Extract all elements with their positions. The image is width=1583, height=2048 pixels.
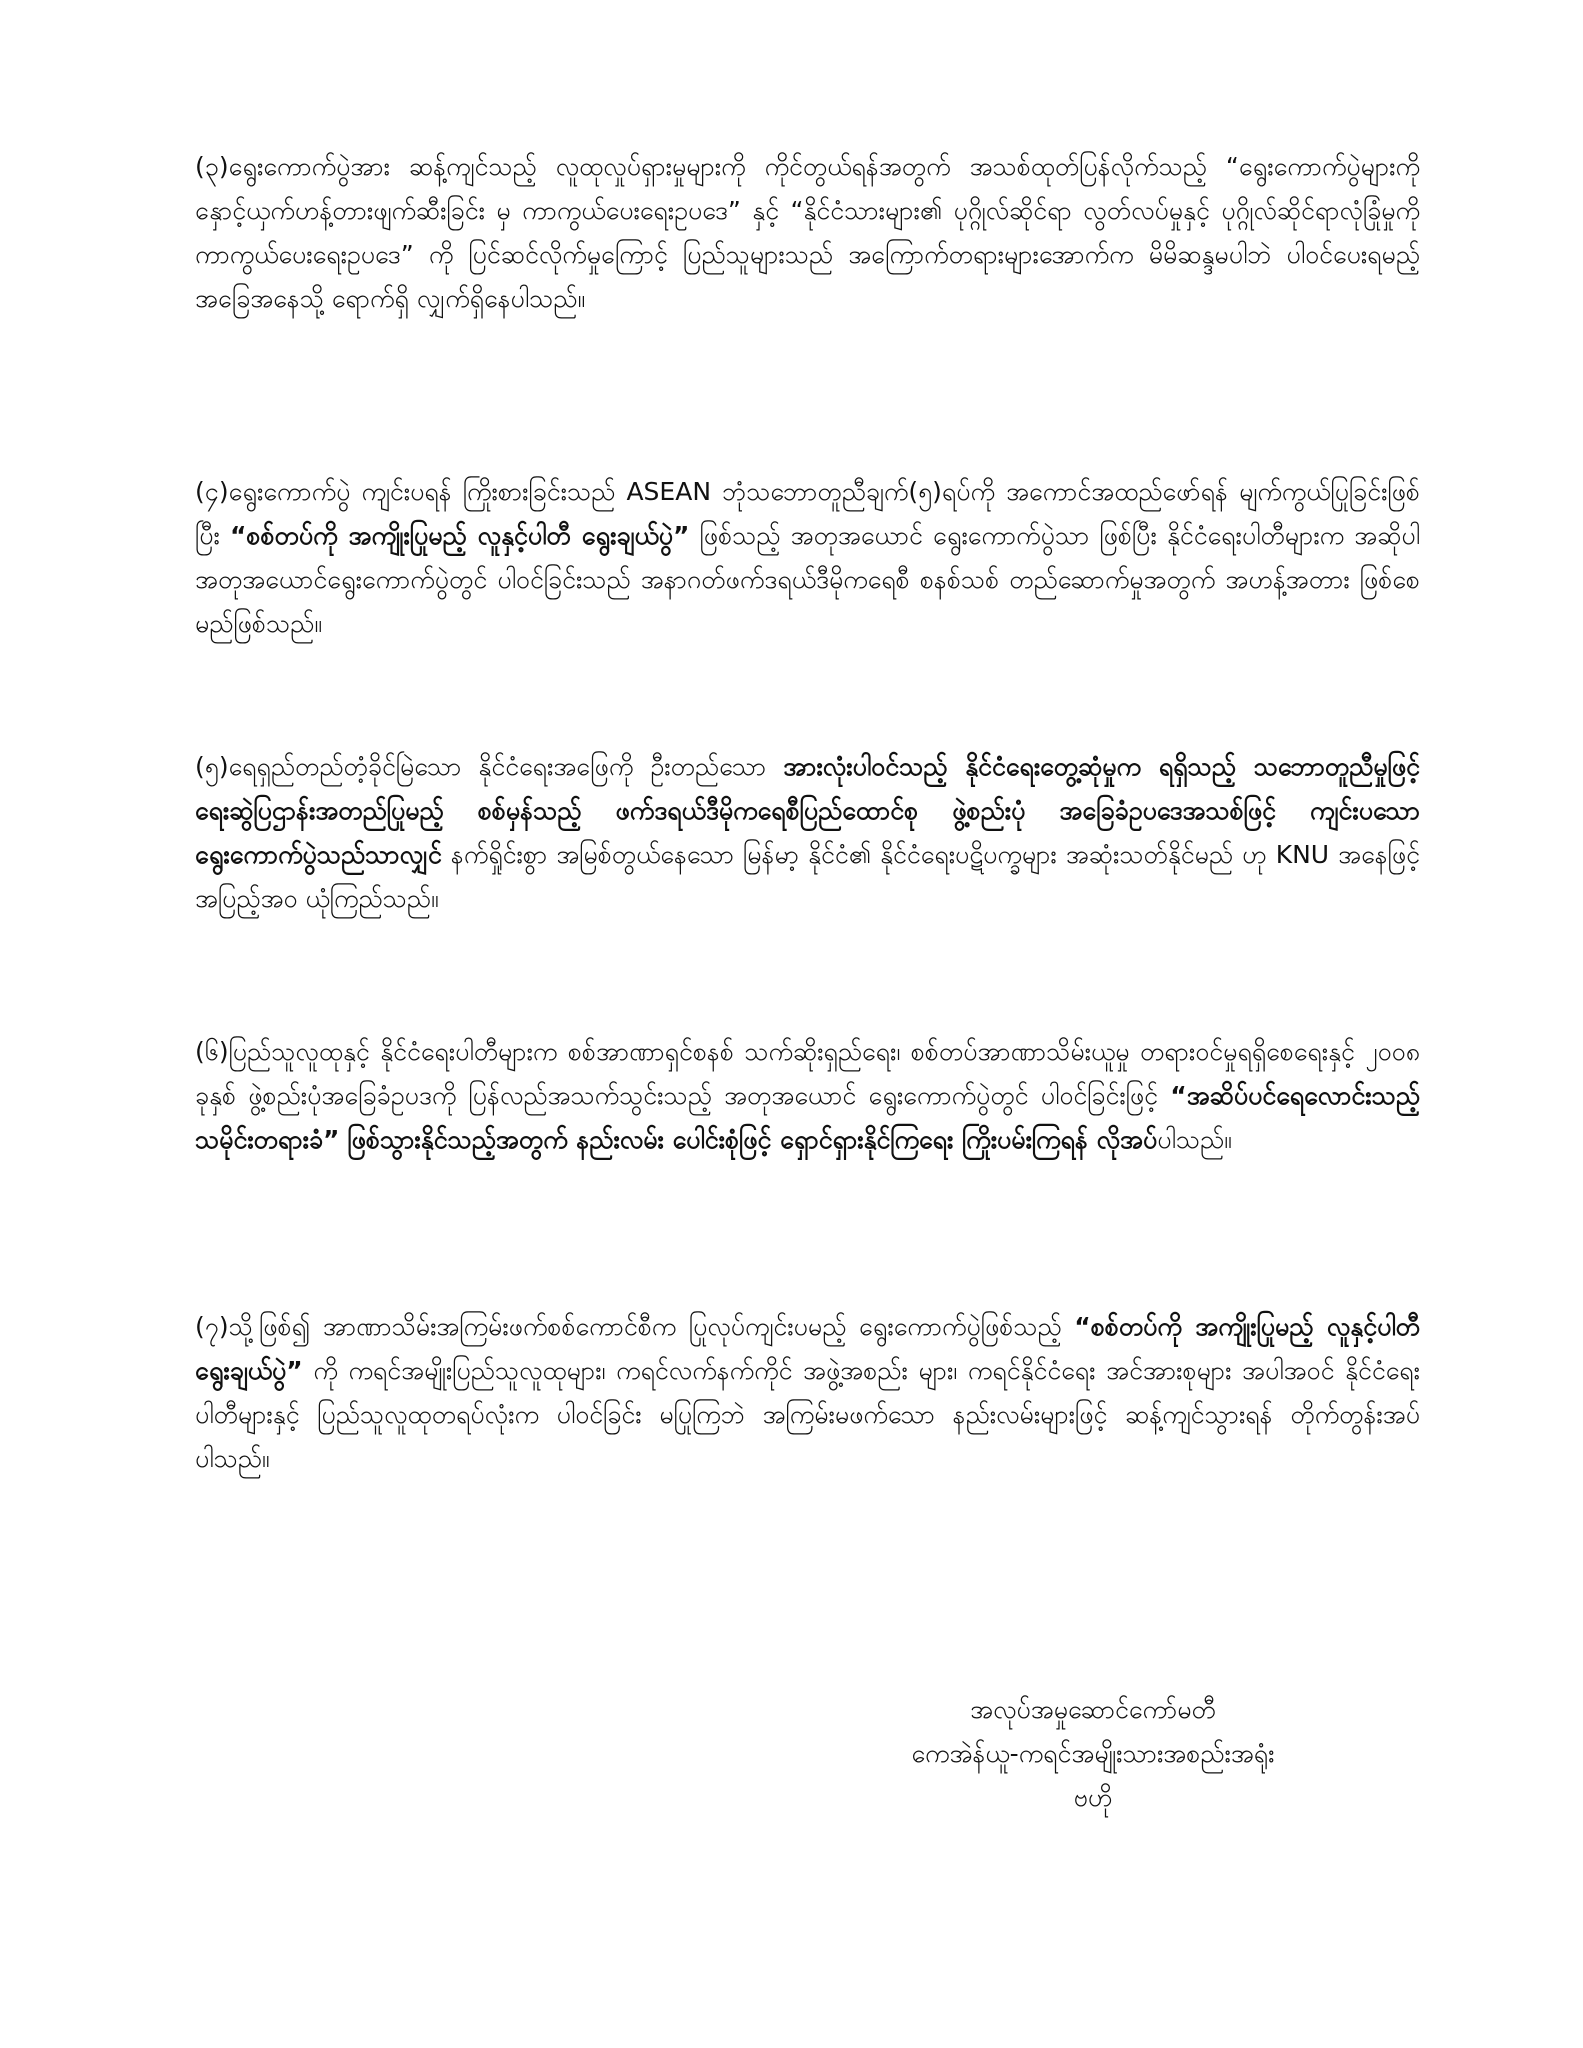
paragraph-6 bbox=[195, 1030, 1420, 1162]
bold-text-segment: ဖြစ်သွားနိုင်သည့်အတွက် နည်းလမ်း ပေါင်းစုံဖြင့် ရှောင်ရှားနိုင်ကြရေး ကြိုးပမ်းကြရန် လိုအပ် bbox=[347, 1125, 1158, 1154]
paragraph-number: (၇) bbox=[195, 1312, 229, 1341]
bold-text-segment: အားလုံးပါဝင်သည့် နိုင်ငံရေးတွေ့ဆုံမှုက ရရှိသည့် သဘောတူညီမှုဖြင့် ရေးဆွဲပြဌာန်းအတည်ပြုမည့် စစ်မှန်သည့် ဖက်ဒရယ်ဒီမိုကရေစီပြည်ထောင်စု ဖွဲ့စည်းပုံ အခြေခံဥပဒေအသစ်ဖြင့် ကျင်းပသော ရွေးကောက်ပွဲသည်သာလျှင် bbox=[195, 752, 1420, 869]
signature-block bbox=[833, 1688, 1353, 1820]
text-segment: နက်ရှိုင်းစွာ အမြစ်တွယ်နေသော မြန်မာ့ နိုင်ငံ၏ နိုင်ငံရေးပဋိပက္ခများ အဆုံးသတ်နိုင်မည် ဟု KNU အနေဖြင့် အပြည့်အဝ ယုံကြည်သည်။ bbox=[195, 840, 1420, 913]
text-segment: ပြည်သူလူထုနှင့် နိုင်ငံရေးပါတီများက စစ်အာဏာရှင်စနစ် သက်ဆိုးရှည်ရေး၊ စစ်တပ်အာဏာသိမ်းယူမှု တရားဝင်မှုရရှိစေရေးနှင့် ၂၀၀၈ ခုနှစ် ဖွဲ့စည်းပုံအခြေခံဥပဒကို ပြန်လည်အသက်သွင်းသည့် အတုအယောင် ရွေးကောက်ပွဲတွင် ပါဝင်ခြင်းဖြင့် bbox=[195, 1037, 1420, 1110]
bold-text-segment: “စစ်တပ်ကို အကျိုးပြုမည့် လူနှင့်ပါတီ ရွေးချယ်ပွဲ” bbox=[229, 521, 690, 550]
text-segment: ပါသည်။ bbox=[1157, 1125, 1232, 1154]
paragraph-number: (၃) bbox=[195, 152, 229, 181]
paragraph-text bbox=[195, 752, 1420, 913]
text-segment: ဖြစ်သည့် အတုအယောင် ရွေးကောက်ပွဲသာ ဖြစ်ပြီး နိုင်ငံရေးပါတီများက အဆိုပါ အတုအယောင်ရွေးကောက်ပွဲတွင် ပါဝင်ခြင်းသည် အနာဂတ်ဖက်ဒရယ်ဒီမိုကရေစီ စနစ်သစ် တည်ဆောက်မှုအတွက် အဟန့်အတား ဖြစ်စေမည်ဖြစ်သည်။ bbox=[195, 521, 1420, 638]
paragraph-text bbox=[195, 1312, 1420, 1473]
paragraph-text bbox=[195, 477, 1420, 638]
text-segment: ရွေးကောက်ပွဲ ကျင်းပရန် ကြိုးစားခြင်းသည် ASEAN ဘုံသဘောတူညီချက်(၅)ရပ်ကို အကောင်အထည်ဖော်ရန် မျက်ကွယ်ပြုခြင်းဖြစ်ပြီး bbox=[195, 477, 1420, 550]
paragraph-number: (၆) bbox=[195, 1037, 229, 1066]
paragraph-3 bbox=[195, 145, 1420, 321]
text-segment: ကို ကရင်အမျိုးပြည်သူလူထုများ၊ ကရင်လက်နက်ကိုင် အဖွဲ့အစည်း များ၊ ကရင်နိုင်ငံရေး အင်အားစုများ အပါအဝင် နိုင်ငံရေးပါတီများနှင့် ပြည်သူလူထုတရပ်လုံးက ပါဝင်ခြင်း မပြုကြဘဲ အကြမ်းမဖက်သော နည်းလမ်းများဖြင့် ဆန့်ကျင်သွားရန် တိုက်တွန်းအပ်ပါသည်။ bbox=[195, 1356, 1420, 1473]
paragraph-number: (၅) bbox=[195, 752, 229, 781]
paragraph-4 bbox=[195, 470, 1420, 646]
signature-committee: အလုပ်အမှုဆောင်ကော်မတီ bbox=[970, 1695, 1216, 1724]
text-segment: ရေရှည်တည်တံ့ခိုင်မြဲသော နိုင်ငံရေးအဖြေကို ဦးတည်သော bbox=[228, 752, 784, 781]
paragraph-7 bbox=[195, 1305, 1420, 1481]
text-segment: ရွေးကောက်ပွဲအား ဆန့်ကျင်သည့် လူထုလှုပ်ရှားမှုများကို ကိုင်တွယ်ရန်အတွက် အသစ်ထုတ်ပြန်လိုက်သည့် “ရွေးကောက်ပွဲများကို နှောင့်ယှက်ဟန့်တားဖျက်ဆီးခြင်း မှ ကာကွယ်ပေးရေးဥပဒေ” နှင့် “နိုင်ငံသားများ၏ ပုဂ္ဂိုလ်ဆိုင်ရာ လွတ်လပ်မှုနှင့် ပုဂ္ဂိုလ်ဆိုင်ရာလုံခြုံမှုကို ကာကွယ်ပေးရေးဥပဒေ” ကို ပြင်ဆင်လိုက်မှုကြောင့် ပြည်သူများသည် အကြောက်တရားများအောက်က မိမိဆန္ဒမပါဘဲ ပါဝင်ပေးရမည့် အခြေအနေသို့ ရောက်ရှိ လျှက်ရှိနေပါသည်။ bbox=[195, 152, 1420, 313]
paragraph-5 bbox=[195, 745, 1420, 921]
bold-text-segment: “စစ်တပ်ကို အကျိုးပြုမည့် လူနှင့်ပါတီ ရွေးချယ်ပွဲ” bbox=[195, 1312, 1420, 1385]
paragraph-number: (၄) bbox=[195, 477, 229, 506]
paragraph-text bbox=[195, 152, 1420, 313]
text-segment: သို့ဖြစ်၍ အာဏာသိမ်းအကြမ်းဖက်စစ်ကောင်စီက ပြုလုပ်ကျင်းပမည့် ရွေးကောက်ပွဲဖြစ်သည့် bbox=[228, 1312, 1075, 1341]
paragraph-text bbox=[195, 1037, 1420, 1154]
signature-organization: ကေအဲန်ယူ-ကရင်အမျိုးသားအစည်းအရုံး bbox=[911, 1739, 1275, 1768]
signature-central: ဗဟို bbox=[1073, 1783, 1113, 1812]
bold-text-segment: “အဆိပ်ပင်ရေလောင်းသည့် သမိုင်းတရားခံ” bbox=[195, 1081, 1420, 1154]
